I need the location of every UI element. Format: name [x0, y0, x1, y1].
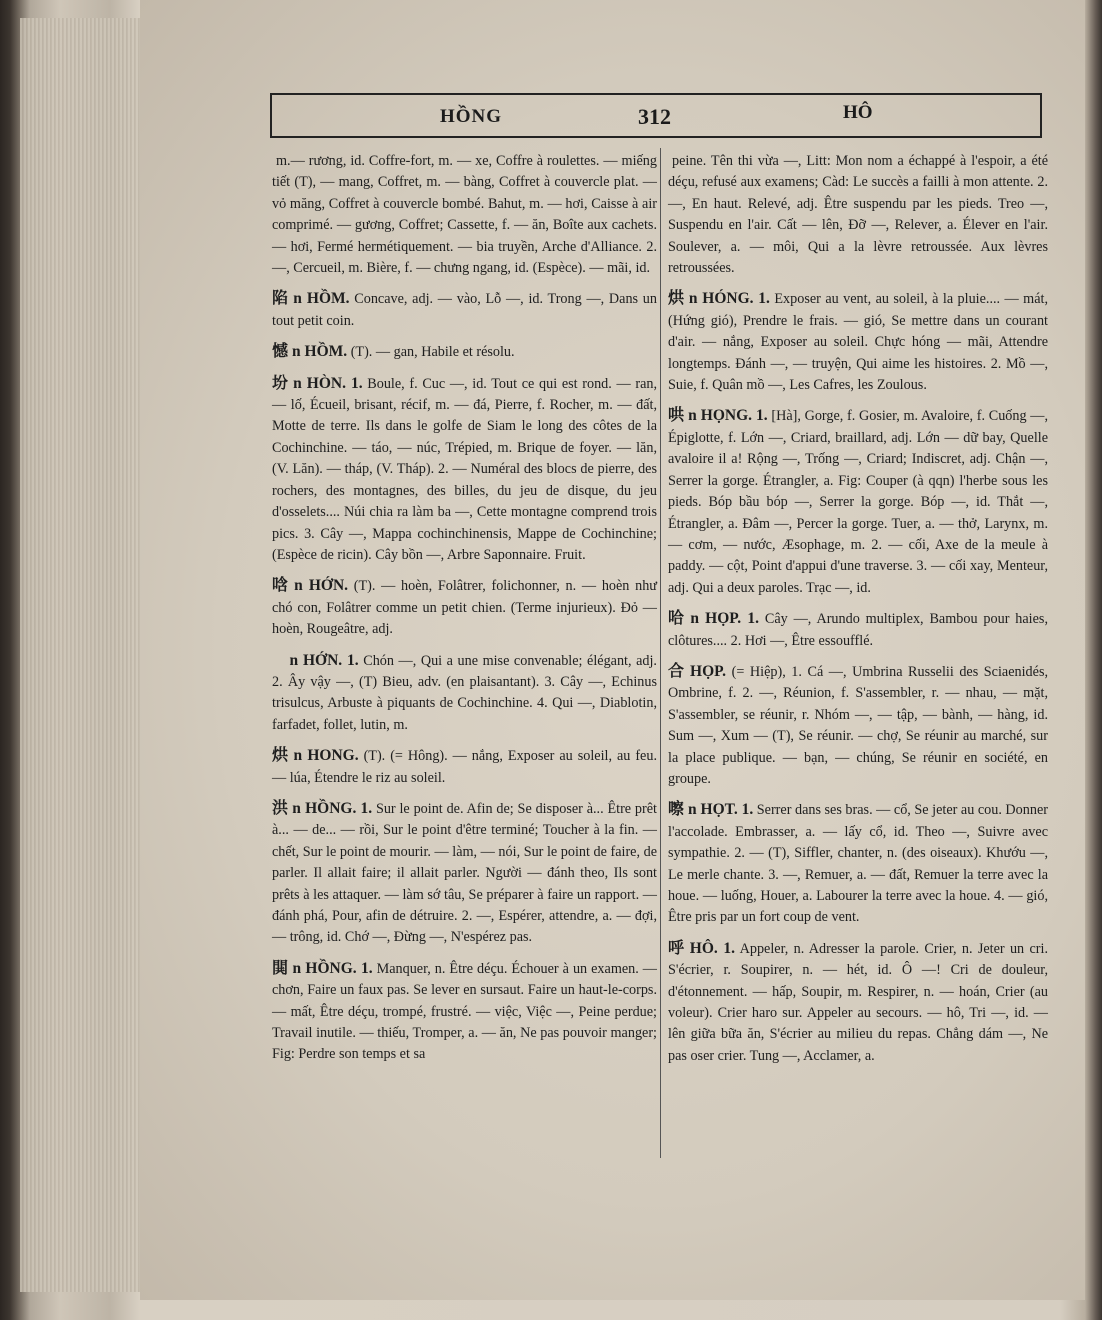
dictionary-entry	[272, 798, 657, 949]
entry-character: 唅	[272, 577, 291, 595]
entry-headword: n HỚN. 1.	[289, 651, 359, 669]
dictionary-entry	[668, 150, 1048, 279]
dictionary-entry	[272, 650, 657, 737]
entry-character: 憾	[272, 343, 289, 361]
left-column	[272, 150, 657, 1075]
entry-headword: n HỒM.	[293, 290, 350, 308]
entry-headword: n HỌP. 1.	[690, 610, 760, 628]
entry-character: 嚓	[668, 801, 685, 819]
entry-headword: n HỒNG. 1.	[292, 799, 373, 817]
entry-text: (T). (= Hông). — nắng, Exposer au soleil, au feu. — lúa, Étendre le riz au soleil.	[272, 748, 657, 786]
entry-text: Sur le point de. Afin de; Se disposer à... Être prêt à... — de... — rồi, Sur le point d'être terminé; Toucher à la fin. — chết, Sur le point de mourir. — làm, — nói, Sur le point de faire, de parler. Il allait faire; il allait parler. Người — đánh theo, Ils sont prêts à les attaquer. — làm sớ tâu, Se préparer à faire un rapport. — đánh phá, Pour, afin de détruire. 2. —, Espérer, attendre, a. — đợi, — trông, id. Chớ —, Đừng —, N'espérez pas.	[272, 800, 657, 946]
entry-character: 陷	[272, 290, 290, 308]
dictionary-entry	[272, 373, 657, 567]
entry-headword: HÔ. 1.	[689, 939, 736, 957]
entry-headword: HỌP.	[690, 662, 727, 680]
entry-text: Chón —, Qui a une mise convenable; élégant, adj. 2. Ây vậy —, (T) Bieu, adv. (en plaisantant). 3. Cây —, Echinus trisulcus, Arbuste à piquants de Cochinchine. 4. Qui —, Diablotin, farfadet, follet, lutin, m.	[272, 652, 657, 733]
page-stack-edge	[20, 18, 140, 1292]
entry-character: 哈	[668, 610, 687, 628]
entry-text: Appeler, n. Adresser la parole. Crier, n. Jeter un cri. S'écrier, r. Soupirer, n. — hét, id. Ô —! Cri de douleur, d'étonnement. — hấp, Soupir, m. Respirer, n. — hoán, Crier (au voleur). Crier haro sur. Appeler au secours. — hô, Tri —, id. — lên giữa bữa ăn, S'écrier au milieu du repas. Chẳng dám —, Ne pas oser crier. Tung —, Acclamer, a.	[668, 940, 1048, 1064]
entry-text: Manquer, n. Être déçu. Échouer à un examen. — chơn, Faire un faux pas. Se lever en sursaut. Faire un haut-le-corps. — mất, Être déçu, trompé, frustré. — việc, Việc —, Peine perdue; Travail inutile. — thiếu, Tromper, a. — ăn, Ne pas pouvoir manger; Fig: Perdre son temps et sa	[272, 960, 657, 1063]
entry-character: 閧	[272, 959, 289, 977]
entry-text: peine. Tên thi vừa —, Litt: Mon nom a échappé à l'espoir, a été déçu, refusé aux examens; Càd: Le succès a failli à mon attente. 2. —, En haut. Relevé, adj. Être suspendu par les pieds. Treo —, Suspendu en l'air. Cất — lên, Đỡ —, Relever, a. Élever en l'air. Soulever, a. — môi, Qui a la lèvre retroussée. Aux lèvres retroussées.	[668, 153, 1048, 277]
entry-character: 哄	[668, 407, 685, 425]
right-column	[668, 150, 1048, 1076]
entry-text: m.— rương, id. Coffre-fort, m. — xe, Coffre à roulettes. — miếng tiết (T), — mang, Coffret, m. — bàng, Coffret à couvercle plat. — vỏ măng, Coffret à couvercle bombé. Bahut, m. — hơi, Caisse à air comprimé. — gương, Coffret; Cassette, f. — ăn, Boîte aux cachets. — hơi, Fermé hermétiquement. — bia truyền, Arche d'Alliance. 2. —, Cercueil, m. Bière, f. — chưng ngang, id. (Espèce). — mãi, id.	[272, 153, 657, 277]
header-left-word: HỒNG	[440, 106, 503, 127]
entry-text: Serrer dans ses bras. — cổ, Se jeter au cou. Donner l'accolade. Embrasser, a. — lấy cổ, id. Theo —, Suivre avec sympathie. 2. — (T), Siffler, chanter, n. (des oiseaux). Khướu —, Le merle chante. 3. —, Remuer, a. — đất, Remuer la terre avec la houe. — luống, Houer, a. Labourer la terre avec la houe. 4. — gió, Être pris par un fort coup de vent.	[668, 802, 1048, 926]
entry-text: (= Hiệp), 1. Cá —, Umbrina Russelii des Sciaenidés, Ombrine, f. 2. —, Réunion, f. S'assembler, r. — nhau, — mặt, S'assembler, se réunir, r. Nhóm —, — tập, — bành, — hàng, id. Sum —, Xum — (T), Se réunir. — chợ, Se réunir au marché, sur la place publique. — bạn, — chúng, Se réunir en société, en groupe.	[668, 663, 1049, 787]
entry-character: 合	[668, 662, 687, 680]
entry-headword: n HỚN.	[294, 577, 349, 595]
dictionary-entry	[668, 938, 1048, 1067]
entry-character: 𠼤	[272, 651, 286, 669]
entry-character: 洪	[272, 799, 289, 817]
entry-character: 坋	[272, 374, 290, 392]
entry-text: Exposer au vent, au soleil, à la pluie.... — mát, (Hứng gió), Prendre le frais. — gió, Se mettre dans un courant d'air. — nắng, Exposer au soleil. Chực hóng — mãi, Attendre longtemps. Đánh —, — truyện, Qui aime les histoires. 2. Mồ —, Suie, f. Quân mồ —, Les Cafres, les Zoulous.	[668, 291, 1049, 394]
entry-character: 呼	[668, 939, 686, 957]
entry-headword: n HÒN. 1.	[293, 374, 363, 392]
dictionary-entry	[272, 150, 657, 279]
entry-headword: n HỒNG. 1.	[292, 959, 373, 977]
column-divider	[660, 148, 661, 1158]
entry-headword: n HONG.	[293, 747, 359, 765]
entry-headword: n HÓNG. 1.	[688, 290, 770, 308]
entry-headword: n HỌT. 1.	[688, 801, 754, 819]
page-number: 312	[638, 104, 671, 129]
dictionary-entry	[272, 575, 657, 640]
entry-text: Boule, f. Cuc —, id. Tout ce qui est rond. — ran, — lố, Écueil, brisant, récif, m. — đá, Pierre, f. Rocher, m. — đất, Motte de terre. Ils dans le golfe de Siam le long des côtes de la Cochinchine. — táo, — núc, Trépied, m. Brique de foyer. — lăn, (V. Lăn). — tháp, (V. Tháp). 2. — Numéral des blocs de pierre, des rochers, des montagnes, des billes, du jeu de disque, du jeu d'osselets.... Núi chia ra làm ba —, Cette montagne comprend trois pics. 3. Cây —, Mappa cochinchinensis, Mappe de Cochinchine; (Espèce de ricin). Cây bồn —, Arbre Saponnaire. Fruit.	[272, 375, 658, 563]
entry-headword: n HỌNG. 1.	[688, 407, 768, 425]
dictionary-entry	[272, 341, 657, 363]
dictionary-entry	[668, 288, 1048, 396]
entry-text: (T). — gan, Habile et résolu.	[350, 344, 515, 361]
dictionary-entry	[272, 745, 657, 789]
dictionary-entry	[668, 608, 1048, 652]
dictionary-entry	[668, 405, 1048, 599]
entry-text: Cây —, Arundo multiplex, Bambou pour haies, clôtures.... 2. Hơi —, Être essoufflé.	[668, 611, 1048, 649]
entry-character: 烘	[668, 290, 685, 308]
dictionary-entry	[668, 799, 1048, 928]
dictionary-entry	[272, 288, 657, 332]
entry-headword: n HỒM.	[292, 343, 348, 361]
dictionary-entry	[272, 958, 657, 1066]
dictionary-entry	[668, 661, 1048, 790]
header-right-word: HÔ	[843, 102, 873, 123]
entry-text: Concave, adj. — vào, Lỗ —, id. Trong —, Dans un tout petit coin.	[272, 291, 657, 329]
entry-text: (T). — hoèn, Folâtrer, folichonner, n. — hoèn như chó con, Folâtrer comme un petit chien. (Terme injurieux). Đỏ — hoèn, Rougeâtre, adj.	[272, 578, 657, 638]
entry-character: 烘	[272, 747, 290, 765]
entry-text: [Hà], Gorge, f. Gosier, m. Avaloire, f. Cuống —, Épiglotte, f. Lớn —, Criard, braillard, adj. Lớn — dữ bay, Quelle avaloire il a! Rộng —, Trống —, Criard; Indiscret, adj. Chận —, Serrer la gorge. Étrangler, a. Fig: Couper (à qqn) l'herbe sous les pieds. Bóp bầu bóp —, Serrer la gorge. Bóp —, id. Thắt —, Étrangler, a. Đâm —, Percer la gorge. Tuer, a. — thở, Larynx, m. — cơm, — nước, Æsophage, m. 2. — cối, Axe de la meule à paddy. — cột, Point d'appui d'une traverse. 3. — cối xay, Menteur, adj. Qui a deux paroles. Trạc —, id.	[668, 408, 1048, 596]
